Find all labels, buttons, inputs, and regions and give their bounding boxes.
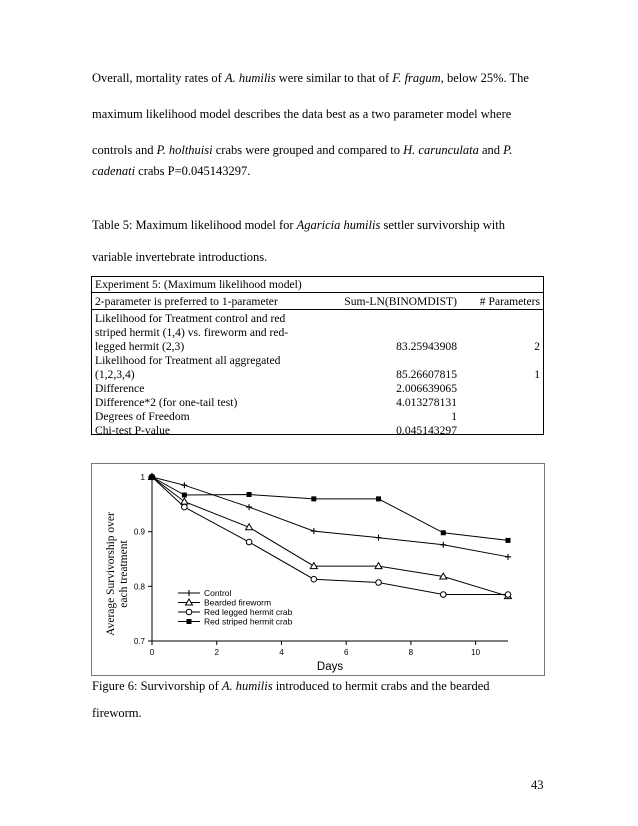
empty-cell [461, 382, 544, 396]
species-name: F. fragum, [392, 71, 444, 85]
sum-value: 2.006639065 [396, 382, 457, 395]
params-value: 2 [534, 340, 540, 353]
header-cell: Sum-LN(BINOMDIST) [327, 293, 461, 310]
page-number: 43 [531, 778, 544, 792]
label-line: striped hermit (1,4) vs. fireworm and red- [95, 326, 289, 339]
table-row [91, 310, 544, 355]
chart-legend [178, 588, 293, 627]
row-label: Difference [95, 382, 145, 395]
caption-text: Table 5: Maximum likelihood model for [92, 218, 297, 232]
x-tick-label: 8 [408, 648, 414, 657]
body-paragraph-line-1 [92, 71, 529, 86]
plus-marker [181, 482, 187, 488]
square-marker [441, 530, 446, 535]
row-label: Chi-test P-value [95, 424, 171, 437]
table-row [91, 354, 544, 382]
square-marker [311, 496, 316, 501]
square-marker [506, 538, 511, 543]
figure-caption-line-2: fireworm. [92, 706, 142, 720]
params-value: 1 [534, 368, 540, 381]
sum-value: 0.045143297 [396, 424, 457, 437]
table-title: Experiment 5: (Maximum likelihood model) [91, 276, 544, 293]
y-tick-label: 1 [140, 473, 145, 482]
table-caption-line-2: variable invertebrate introductions. [92, 250, 268, 264]
circle-marker [311, 576, 317, 582]
para-text: controls and [92, 143, 157, 157]
caption-text: settler survivorship with [380, 218, 505, 232]
y-axis-label-line-1: Average Survivorship over [105, 512, 117, 636]
species-name: cadenati [92, 164, 136, 178]
row-label: Degrees of Freedom [95, 410, 190, 423]
para-text: Overall, mortality rates of [92, 71, 225, 85]
caption-text: introduced to hermit crabs and the bearded [272, 679, 490, 693]
x-tick-label: 0 [149, 648, 155, 657]
chart-axes [134, 473, 508, 657]
species-name: P. holthuisi [156, 143, 213, 157]
species-name: Agaricia humilis [296, 218, 381, 232]
empty-cell [461, 410, 544, 424]
chart-frame [91, 463, 545, 676]
sum-value: 4.013278131 [396, 396, 457, 409]
likelihood-table [91, 276, 544, 438]
table-row [91, 424, 544, 438]
row-label [91, 310, 327, 355]
table-row [91, 410, 544, 424]
series-line [152, 477, 508, 557]
square-marker [182, 493, 187, 498]
para-text: were similar to that of [275, 71, 393, 85]
y-tick-label: 0.9 [133, 527, 145, 537]
table-header-row [91, 293, 544, 310]
para-text: crabs were grouped and compared to [212, 143, 404, 157]
row-label [91, 354, 327, 382]
plus-marker [246, 504, 252, 510]
figure-caption-line-1 [92, 679, 490, 694]
plus-marker [376, 535, 382, 541]
para-text: crabs P=0.045143297. [135, 164, 251, 178]
para-text: below 25%. The [443, 71, 529, 85]
species-name: A. humilis [224, 71, 276, 85]
square-marker [150, 475, 155, 480]
caption-text: Figure 6: Survivorship of [92, 679, 222, 693]
circle-marker [182, 504, 188, 510]
x-tick-label: 10 [471, 648, 481, 657]
row-label: Difference*2 (for one-tail test) [95, 396, 238, 409]
empty-cell [461, 396, 544, 410]
circle-marker [376, 580, 382, 586]
label-line: legged hermit (2,3) [95, 340, 185, 353]
square-marker [247, 492, 252, 497]
x-tick-label: 4 [279, 648, 284, 657]
header-cell: 2-parameter is preferred to 1-parameter [91, 293, 327, 310]
species-name: P. [503, 143, 513, 157]
plus-marker [440, 542, 446, 548]
chart-marks [149, 474, 512, 599]
circle-marker [186, 609, 192, 615]
legend-label: Red striped hermit crab [204, 616, 293, 627]
legend-label: Bearded fireworm [204, 597, 272, 608]
series-circle [149, 474, 511, 597]
legend-label: Control [204, 588, 232, 598]
circle-marker [246, 539, 252, 545]
y-tick-label: 0.7 [133, 637, 145, 646]
table-row [91, 382, 544, 396]
series-line [152, 477, 508, 540]
species-name: H. carunculata [403, 143, 479, 157]
triangle-marker [181, 498, 188, 504]
survivorship-chart [92, 464, 544, 675]
legend-label: Red legged hermit crab [204, 607, 293, 617]
y-tick-label: 0.8 [133, 582, 145, 592]
label-line: (1,2,3,4) [95, 368, 135, 381]
square-marker [376, 496, 381, 501]
x-axis-label: Days [316, 661, 344, 673]
plus-marker [186, 590, 192, 596]
table-title-row [91, 276, 544, 293]
label-line: Likelihood for Treatment control and red [95, 312, 286, 325]
x-tick-label: 2 [214, 648, 219, 657]
para-text: and [478, 143, 504, 157]
empty-cell [461, 424, 544, 438]
square-marker [187, 619, 192, 624]
sum-value: 85.26607815 [396, 368, 457, 381]
body-paragraph-line-3 [92, 143, 512, 158]
table-row [91, 396, 544, 410]
body-paragraph-line-4 [92, 164, 250, 179]
plus-marker [505, 554, 511, 560]
table-caption-line-1 [92, 218, 505, 233]
header-cell: # Parameters [461, 293, 544, 310]
y-axis-label-line-2: each treatment [118, 540, 130, 608]
sum-value: 83.25943908 [396, 340, 457, 353]
plus-marker [311, 528, 317, 534]
body-paragraph-line-2: maximum likelihood model describes the data best as a two parameter model where [92, 107, 512, 121]
circle-marker [440, 592, 446, 598]
label-line: Likelihood for Treatment all aggregated [95, 354, 281, 367]
x-tick-label: 6 [343, 648, 349, 657]
circle-marker [505, 592, 511, 598]
sum-value: 1 [451, 410, 457, 423]
species-name: A. humilis [221, 679, 273, 693]
